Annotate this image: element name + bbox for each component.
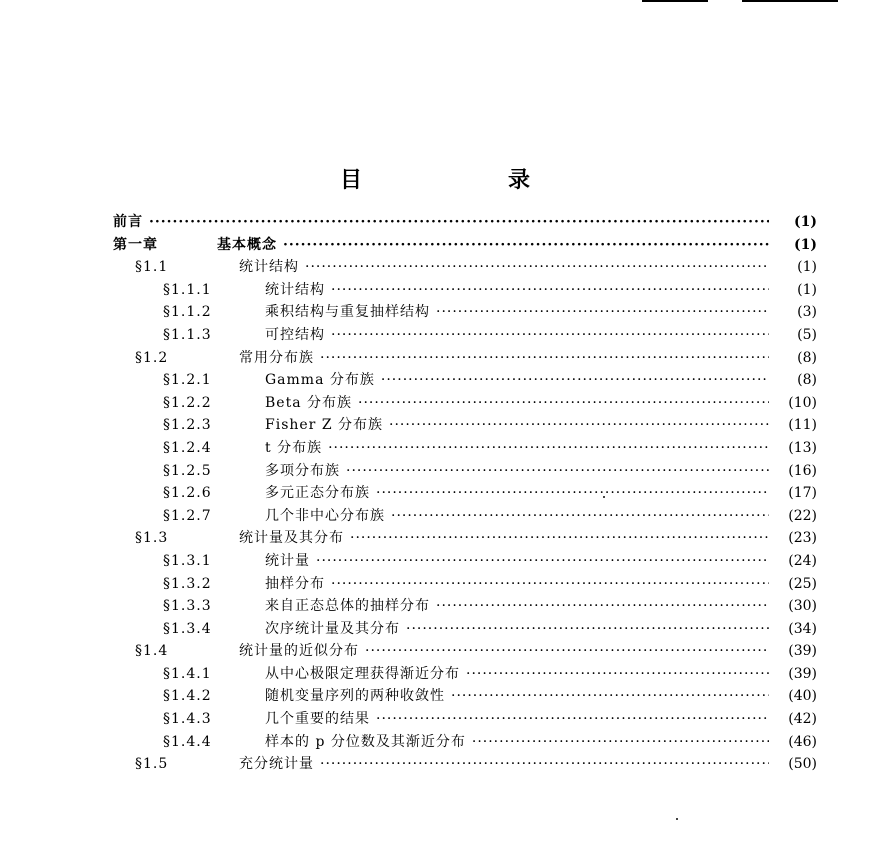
toc-entry[interactable] [113, 573, 817, 596]
toc-entry-number: §1.3.4 [163, 620, 212, 637]
toc-entry-label: 来自正态总体的抽样分布 [265, 598, 430, 615]
toc-entry[interactable] [113, 550, 817, 573]
toc-entry-page: (23) [788, 530, 817, 547]
toc-entry-page: (39) [788, 643, 817, 660]
toc-entry-page: (5) [797, 326, 817, 343]
toc-entry-page: (30) [788, 598, 817, 615]
dot-leader [406, 618, 769, 641]
toc-entry-page: (1) [797, 259, 817, 276]
toc-entry-number: §1.2.6 [163, 485, 212, 502]
toc-entry[interactable] [113, 663, 817, 686]
toc-entry-number: §1.4 [135, 643, 169, 660]
toc-entry-page: (42) [788, 711, 817, 728]
dot-leader [365, 640, 769, 663]
toc-entry-label: 几个非中心分布族 [265, 507, 385, 524]
toc-entry[interactable] [113, 505, 817, 528]
toc-entry[interactable] [113, 527, 817, 550]
toc-entry-page: (1) [794, 236, 817, 253]
dot-leader [381, 369, 769, 392]
toc-entry-number: §1.4.3 [163, 711, 212, 728]
toc-entry-number: §1.2.4 [163, 439, 212, 456]
toc-entry-number: §1.3.2 [163, 575, 212, 592]
toc-entry-number: §1.2 [135, 349, 169, 366]
toc-entry-label: Gamma 分布族 [265, 372, 375, 389]
dot-leader [389, 414, 769, 437]
toc-entry-label: 样本的 p 分位数及其渐近分布 [265, 733, 466, 750]
toc-entry-number: 第一章 [113, 236, 158, 253]
top-edge-mark-left [642, 0, 708, 2]
toc-entry[interactable] [113, 437, 817, 460]
dot-leader [331, 279, 769, 302]
toc-entry[interactable] [113, 618, 817, 641]
dot-leader [466, 663, 769, 686]
toc-entry-label: 前言 [113, 214, 143, 230]
toc-entry-page: (13) [788, 439, 817, 456]
toc-entry[interactable] [113, 460, 817, 483]
toc-entry-page: (34) [788, 620, 817, 637]
scan-speck [603, 496, 605, 498]
toc-entry-label: 基本概念 [217, 236, 277, 253]
toc-entry[interactable] [113, 256, 817, 279]
scan-speck [676, 818, 678, 820]
toc-entry-number: §1.4.2 [163, 688, 212, 705]
dot-leader [149, 211, 769, 234]
dot-leader [320, 753, 769, 776]
toc-entry-label: 随机变量序列的两种收敛性 [265, 688, 445, 705]
dot-leader [376, 708, 769, 731]
toc-entry-number: §1.2.3 [163, 417, 212, 434]
toc-entry-number: §1.1.3 [163, 326, 212, 343]
toc-entry-label: 常用分布族 [239, 349, 314, 366]
toc-entry-label: 统计量及其分布 [239, 530, 344, 547]
dot-leader [305, 256, 769, 279]
toc-entry-label: Beta 分布族 [265, 394, 352, 411]
toc-entry-number: §1.3.3 [163, 598, 212, 615]
toc-entry-label: 乘积结构与重复抽样结构 [265, 304, 430, 321]
toc-entry-label: 从中心极限定理获得渐近分布 [265, 665, 460, 682]
toc-entry-page: (3) [797, 304, 817, 321]
toc-entry-number: §1.4.1 [163, 665, 212, 682]
dot-leader [436, 595, 769, 618]
toc-entry-number: §1.3.1 [163, 552, 212, 569]
toc-entry-page: (1) [794, 214, 817, 230]
toc-entry-page: (8) [797, 372, 817, 389]
toc-entry-page: (25) [788, 575, 817, 592]
toc-entry[interactable] [113, 324, 817, 347]
toc-entry-label: 可控结构 [265, 326, 325, 343]
toc-entry-label: 多项分布族 [265, 462, 340, 479]
toc-entry[interactable] [113, 347, 817, 370]
toc-entry[interactable] [113, 234, 817, 257]
toc-entry[interactable] [113, 595, 817, 618]
toc-entry-number: §1.2.7 [163, 507, 212, 524]
dot-leader [376, 482, 769, 505]
dot-leader [358, 392, 769, 415]
toc-entry-page: (24) [788, 552, 817, 569]
toc-entry-number: §1.2.2 [163, 394, 212, 411]
toc-entry[interactable] [113, 414, 817, 437]
toc-entry-label: t 分布族 [265, 439, 323, 456]
toc-entry[interactable] [113, 369, 817, 392]
dot-leader [328, 437, 769, 460]
dot-leader [436, 301, 769, 324]
toc-entry[interactable] [113, 279, 817, 302]
toc-entry-label: 统计量 [265, 552, 310, 569]
toc-entry-page: (46) [788, 733, 817, 750]
toc-entry-label: 统计结构 [265, 281, 325, 298]
toc-entry[interactable] [113, 482, 817, 505]
toc-entry-page: (1) [797, 281, 817, 298]
dot-leader [316, 550, 769, 573]
toc-entry-page: (40) [788, 688, 817, 705]
toc-entry-label: 次序统计量及其分布 [265, 620, 400, 637]
toc-entry-page: (8) [797, 349, 817, 366]
toc-entry-label: 统计结构 [239, 259, 299, 276]
toc-entry-number: §1.3 [135, 530, 169, 547]
toc-entry-label: 几个重要的结果 [265, 711, 370, 728]
toc-entry[interactable] [113, 392, 817, 415]
toc-entry[interactable] [113, 708, 817, 731]
toc-entry[interactable] [113, 301, 817, 324]
dot-leader [472, 731, 769, 754]
toc-entry-number: §1.5 [135, 756, 169, 773]
toc-entry-page: (39) [788, 665, 817, 682]
top-edge-mark-right [742, 0, 838, 2]
toc-entry-label: 统计量的近似分布 [239, 643, 359, 660]
toc-entry[interactable] [113, 640, 817, 663]
page-title: 目 录 [339, 167, 592, 193]
dot-leader [320, 347, 769, 370]
dot-leader [331, 324, 769, 347]
dot-leader [350, 527, 769, 550]
toc-entry-page: (11) [788, 417, 817, 434]
toc-entry-label: 多元正态分布族 [265, 485, 370, 502]
toc-entry[interactable] [113, 685, 817, 708]
toc-entry-page: (22) [788, 507, 817, 524]
dot-leader [346, 460, 769, 483]
toc-entry-number: §1.1.1 [163, 281, 212, 298]
toc-entry[interactable] [113, 211, 817, 234]
toc-entry-page: (16) [788, 462, 817, 479]
toc-entry-label: 充分统计量 [239, 756, 314, 773]
toc-entry-label: Fisher Z 分布族 [265, 417, 383, 434]
toc-entry-number: §1.2.1 [163, 372, 212, 389]
toc-entry-number: §1.1.2 [163, 304, 212, 321]
toc-entry-page: (10) [788, 394, 817, 411]
toc-entry-number: §1.1 [135, 259, 169, 276]
toc-entry[interactable] [113, 731, 817, 754]
dot-leader [283, 234, 769, 257]
toc-entry-page: (50) [788, 756, 817, 773]
dot-leader [391, 505, 769, 528]
toc-entry-label: 抽样分布 [265, 575, 325, 592]
table-of-contents [113, 211, 817, 776]
toc-entry[interactable] [113, 753, 817, 776]
toc-entry-number: §1.4.4 [163, 733, 212, 750]
toc-entry-number: §1.2.5 [163, 462, 212, 479]
toc-entry-page: (17) [788, 485, 817, 502]
dot-leader [451, 685, 769, 708]
dot-leader [331, 573, 769, 596]
